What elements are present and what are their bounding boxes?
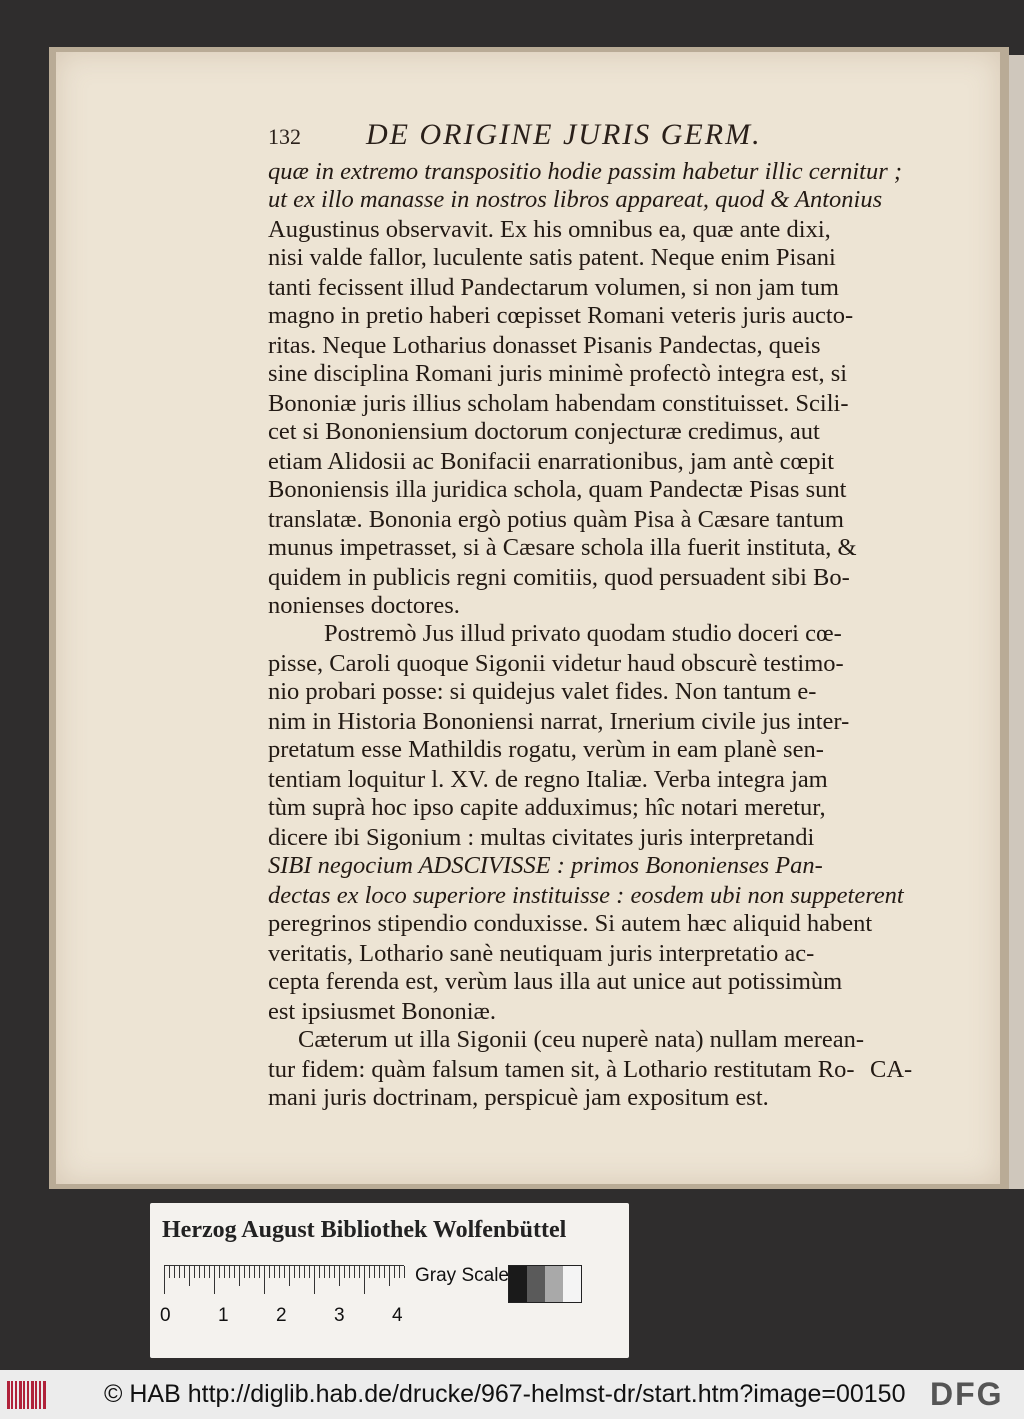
gray-swatch (545, 1266, 563, 1302)
ruler-tick (239, 1266, 240, 1286)
running-title: DE ORIGINE JURIS GERM. (366, 118, 762, 151)
text-line: etiam Alidosii ac Bonifacii enarrationibus, jam antè cœpit (268, 448, 835, 475)
text-line: nisi valde fallor, luculente satis patent. Neque enim Pisani (268, 244, 836, 271)
hab-logo-icon (7, 1381, 47, 1409)
gray-scale-label: Gray Scale (415, 1265, 509, 1286)
ruler-tick (349, 1266, 350, 1278)
text-line: nio probari posse: si quidejus valet fides. Non tantum e- (268, 678, 817, 705)
ruler-tick (359, 1266, 360, 1278)
source-url[interactable]: © HAB http://diglib.hab.de/drucke/967-helmst-dr/start.htm?image=00150 (104, 1380, 906, 1408)
ruler-tick (344, 1266, 345, 1278)
ruler-tick (169, 1266, 170, 1278)
ruler-tick (354, 1266, 355, 1278)
text-line: quidem in publicis regni comitiis, quod persuadent sibi Bo- (268, 564, 850, 591)
ruler-tick (259, 1266, 260, 1278)
text-line: est ipsiusmet Bononiæ. (268, 998, 497, 1025)
text-line: Cæterum ut illa Sigonii (ceu nuperè nata) nullam merean- (298, 1026, 865, 1053)
text-line: sine disciplina Romani juris minimè profectò integra est, si (268, 360, 848, 387)
ruler-tick (224, 1266, 225, 1278)
ruler-number: 4 (392, 1305, 403, 1326)
gray-scale-swatches (508, 1265, 582, 1303)
page-number: 132 (268, 124, 301, 149)
text-line: Bononiensis illa juridica schola, quam Pandectæ Pisas sunt (268, 476, 847, 503)
text-line: munus impetrasset, si à Cæsare schola illa fuerit instituta, & (268, 534, 857, 561)
ruler-number: 3 (334, 1305, 345, 1326)
text-line: nonienses doctores. (268, 592, 460, 619)
ruler-tick (244, 1266, 245, 1278)
text-line: veritatis, Lothario sanè neutiquam juris interpretatio ac- (268, 940, 815, 967)
ruler-tick (249, 1266, 250, 1278)
ruler-tick (309, 1266, 310, 1278)
ruler-tick (219, 1266, 220, 1278)
text-line: Bononiæ juris illius scholam habendam constituisset. Scili- (268, 390, 849, 417)
text-line: tentiam loquitur l. XV. de regno Italiæ. Verba integra jam (268, 766, 828, 793)
ruler-tick (179, 1266, 180, 1278)
ruler-tick (279, 1266, 280, 1278)
ruler-tick (229, 1266, 230, 1278)
ruler-tick (204, 1266, 205, 1278)
text-line: cet si Bononiensium doctorum conjecturæ credimus, aut (268, 418, 820, 445)
library-name: Herzog August Bibliothek Wolfenbüttel (162, 1217, 567, 1243)
ruler-tick (174, 1266, 175, 1278)
ruler-number: 2 (276, 1305, 287, 1326)
text-line: Postremò Jus illud privato quodam studio doceri cœ- (324, 620, 842, 647)
ruler-tick (329, 1266, 330, 1278)
ruler-tick (199, 1266, 200, 1278)
dfg-logo: DFG (930, 1376, 1004, 1412)
text-line: ut ex illo manasse in nostros libros appareat, quod & Antonius (268, 186, 883, 213)
ruler-tick (304, 1266, 305, 1278)
ruler-tick (314, 1266, 315, 1294)
text-line: quæ in extremo transpositio hodie passim habetur illic cernitur ; (268, 158, 903, 185)
ruler-tick (209, 1266, 210, 1278)
scale-ruler (164, 1265, 404, 1296)
ruler-number: 1 (218, 1305, 229, 1326)
ruler-tick (164, 1266, 165, 1294)
ruler-tick (284, 1266, 285, 1278)
text-line: ritas. Neque Lotharius donasset Pisanis Pandectas, queis (268, 332, 821, 359)
ruler-tick (389, 1266, 390, 1286)
gray-swatch (527, 1266, 545, 1302)
text-line: SIBI negocium ADSCIVISSE : primos Bononienses Pan- (268, 852, 823, 879)
ruler-tick (269, 1266, 270, 1278)
ruler-tick (399, 1266, 400, 1278)
ruler-tick (189, 1266, 190, 1286)
text-line: tur fidem: quàm falsum tamen sit, à Lothario restitutam Ro- (268, 1056, 855, 1083)
text-line: Augustinus observavit. Ex his omnibus ea, quæ ante dixi, (268, 216, 831, 243)
text-line: dicere ibi Sigonium : multas civitates juris interpretandi (268, 824, 815, 851)
text-line: tanti fecissent illud Pandectarum volumen, si non jam tum (268, 274, 839, 301)
ruler-tick (264, 1266, 265, 1294)
ruler-tick (254, 1266, 255, 1278)
ruler-tick (374, 1266, 375, 1278)
ruler-tick (324, 1266, 325, 1278)
ruler-numbers (160, 1305, 420, 1327)
text-line: pisse, Caroli quoque Sigonii videtur haud obscurè testimo- (268, 650, 844, 677)
footer-bar (0, 1370, 1024, 1419)
gray-swatch (509, 1266, 527, 1302)
text-line: pretatum esse Mathildis rogatu, verùm in eam planè sen- (268, 736, 824, 763)
ruler-tick (184, 1266, 185, 1278)
color-calibration-card (150, 1203, 629, 1358)
running-header (268, 118, 868, 152)
text-line: translatæ. Bononia ergò potius quàm Pisa à Cæsare tantum (268, 506, 844, 533)
catchword: CA- (870, 1056, 913, 1083)
ruler-tick (339, 1266, 340, 1286)
ruler-tick (294, 1266, 295, 1278)
text-line: cepta ferenda est, verùm laus illa aut unice aut potissimùm (268, 968, 843, 995)
ruler-tick (319, 1266, 320, 1278)
ruler-tick (194, 1266, 195, 1278)
ruler-tick (234, 1266, 235, 1278)
ruler-tick (299, 1266, 300, 1278)
ruler-tick (334, 1266, 335, 1278)
ruler-tick (369, 1266, 370, 1278)
ruler-tick (384, 1266, 385, 1278)
text-line: nim in Historia Bononiensi narrat, Irnerium civile jus inter- (268, 708, 850, 735)
ruler-tick (379, 1266, 380, 1278)
text-line: magno in pretio haberi cœpisset Romani veteris juris aucto- (268, 302, 854, 329)
text-line: mani juris doctrinam, perspicuè jam expositum est. (268, 1084, 769, 1111)
ruler-tick (404, 1266, 405, 1278)
ruler-tick (274, 1266, 275, 1278)
ruler-tick (394, 1266, 395, 1278)
text-line: peregrinos stipendio conduxisse. Si autem hæc aliquid habent (268, 910, 873, 937)
text-line: dectas ex loco superiore instituisse : eosdem ubi non suppeterent (268, 882, 904, 909)
gray-swatch (563, 1266, 581, 1302)
ruler-tick (289, 1266, 290, 1286)
ruler-tick (364, 1266, 365, 1294)
ruler-tick (214, 1266, 215, 1294)
text-line: tùm suprà hoc ipso capite adduximus; hîc notari meretur, (268, 794, 826, 821)
ruler-number: 0 (160, 1305, 171, 1326)
